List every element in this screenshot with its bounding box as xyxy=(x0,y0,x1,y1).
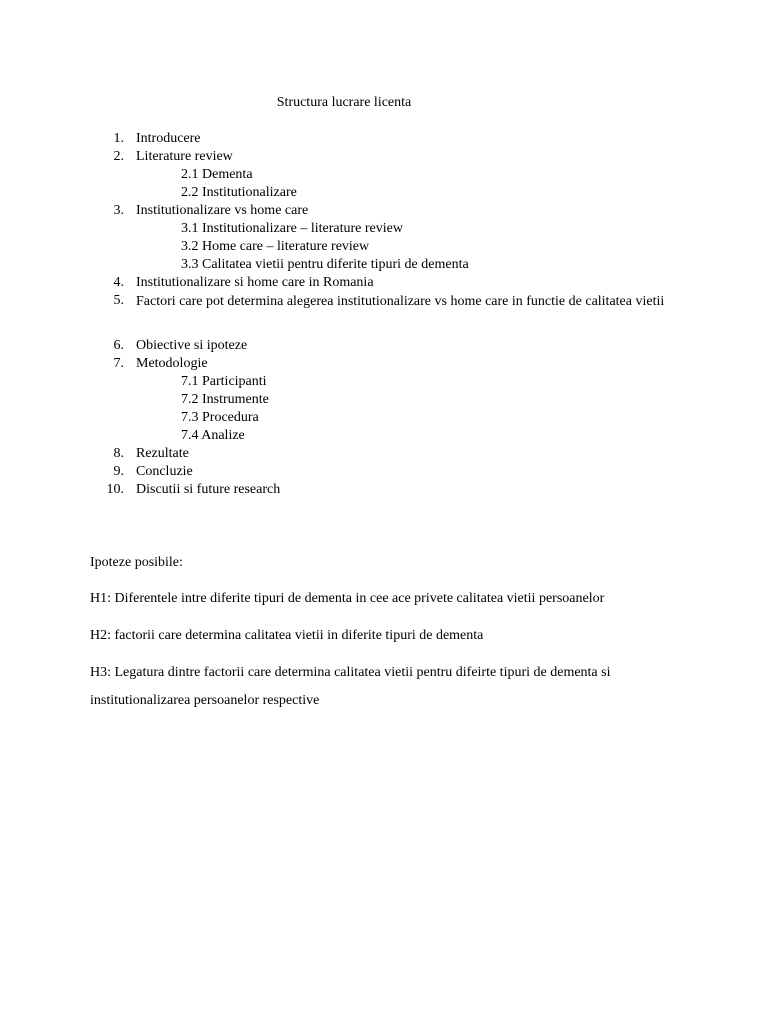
outline-list xyxy=(0,130,768,499)
sub-list-item-text: 7.2 Instrumente xyxy=(181,392,269,407)
sub-list-item xyxy=(0,409,768,427)
sub-list-item-text: 2.2 Institutionalizare xyxy=(181,185,297,200)
sub-list-item xyxy=(0,184,768,202)
list-item-number: 1. xyxy=(113,131,124,146)
list-item-text: Factori care pot determina alegerea institutionalizare vs home care in functie de calitatea vietii xyxy=(136,294,665,309)
hypothesis-h2: H2: factorii care determina calitatea vietii in diferite tipuri de dementa xyxy=(90,628,484,643)
list-item xyxy=(0,202,768,220)
sub-list-item-text: 3.2 Home care – literature review xyxy=(181,239,370,254)
list-item xyxy=(0,130,768,148)
list-item-text: Literature review xyxy=(136,149,233,164)
list-item-number: 3. xyxy=(113,203,124,218)
sub-list-item-text: 3.1 Institutionalizare – literature review xyxy=(181,221,403,236)
list-item xyxy=(0,463,768,481)
list-item-text: Discutii si future research xyxy=(136,482,281,497)
list-item-text: Introducere xyxy=(136,131,201,146)
sub-list-item xyxy=(0,220,768,238)
list-item xyxy=(0,445,768,463)
list-item xyxy=(0,337,768,355)
list-item xyxy=(0,292,768,337)
sub-list-item xyxy=(0,427,768,445)
list-item-text: Concluzie xyxy=(136,464,193,479)
list-item-number: 10. xyxy=(106,482,124,497)
document-title: Structura lucrare licenta xyxy=(276,95,412,110)
list-item-number: 6. xyxy=(113,338,124,353)
sub-list-item-text: 3.3 Calitatea vietii pentru diferite tipuri de dementa xyxy=(181,257,469,272)
list-item-text: Metodologie xyxy=(136,356,208,371)
hypothesis-h1: H1: Diferentele intre diferite tipuri de dementa in cee ace privete calitatea vietii persoanelor xyxy=(90,591,605,606)
sub-list-item xyxy=(0,373,768,391)
list-item xyxy=(0,481,768,499)
sub-list-item-text: 2.1 Dementa xyxy=(181,167,253,182)
list-item-text: Obiective si ipoteze xyxy=(136,338,248,353)
list-item-number: 9. xyxy=(113,464,124,479)
list-item-number: 2. xyxy=(113,149,124,164)
list-item xyxy=(0,148,768,166)
hypothesis-h3: H3: Legatura dintre factorii care determina calitatea vietii pentru difeirte tipuri de dementa si institutionalizarea persoanelor respective xyxy=(90,665,611,708)
list-item-text: Rezultate xyxy=(136,446,189,461)
list-item-text: Institutionalizare si home care in Romania xyxy=(136,275,374,290)
sub-list-item-text: 7.4 Analize xyxy=(181,428,245,443)
sub-list-item xyxy=(0,391,768,409)
list-item-number: 5. xyxy=(113,293,124,308)
list-item xyxy=(0,355,768,373)
sub-list-item-text: 7.1 Participanti xyxy=(181,374,267,389)
list-item-number: 7. xyxy=(113,356,124,371)
sub-list-item-text: 7.3 Procedura xyxy=(181,410,259,425)
sub-list-item xyxy=(0,238,768,256)
list-item-number: 4. xyxy=(113,275,124,290)
sub-list-item xyxy=(0,256,768,274)
list-item-number: 8. xyxy=(113,446,124,461)
hypotheses-heading: Ipoteze posibile: xyxy=(90,555,183,570)
list-item-text: Institutionalizare vs home care xyxy=(136,203,309,218)
sub-list-item xyxy=(0,166,768,184)
